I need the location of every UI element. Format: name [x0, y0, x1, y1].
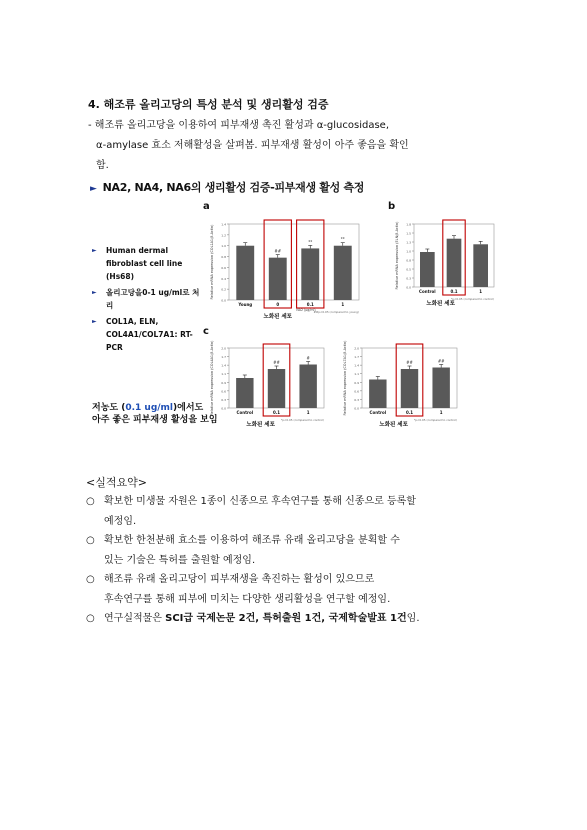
y-tick-label: 1.4 — [221, 363, 226, 368]
significance-label: ## — [274, 248, 282, 254]
para-line-1: - 해조류 올리고당을 이용하여 피부재생 촉진 활성과 α-glucosidase, — [88, 120, 390, 131]
category-label: 0 — [276, 302, 280, 307]
summary-line: ○ 확보한 미생물 자원은 1종이 신종으로 후속연구를 통해 신종으로 등록할 — [104, 496, 416, 507]
section-paragraph — [88, 116, 508, 176]
summary-line: 예정임. — [104, 515, 137, 527]
bar — [301, 248, 319, 300]
panel-letter-c: c — [203, 326, 209, 337]
y-tick-label: 0.9 — [354, 380, 359, 385]
method-item: ► COL1A, ELN, COL4A1/COL7A1: RT-PCR — [92, 315, 202, 354]
chart-panel-c1 — [205, 338, 330, 430]
y-tick-label: 1.4 — [354, 363, 359, 368]
y-axis-label: Relative mRNA expression (COL4A1/β-Actin) — [210, 340, 214, 416]
chart-panel-a — [205, 214, 365, 322]
aging-cell-label: 노화된 세포 — [426, 301, 455, 307]
significance-label: # — [306, 355, 310, 361]
callout-text: )에서도 — [173, 403, 204, 413]
y-tick-label: 1.1 — [354, 372, 359, 377]
callout-text: 저농도 ( — [92, 403, 126, 413]
y-tick-label: 1.0 — [406, 249, 411, 254]
bar — [401, 369, 418, 408]
summary-bold-text: SCI급 국제논문 2건, 특허출원 1건, 국제학술발표 1건 — [165, 613, 407, 624]
bar — [236, 246, 254, 300]
category-label: 0.1 — [272, 410, 281, 415]
y-tick-label: 0.3 — [221, 397, 226, 402]
y-tick-label: 0.8 — [406, 258, 411, 263]
bar — [236, 378, 253, 408]
summary-line: ○ 해조류 유래 올리고당이 피부재생을 촉진하는 활성이 있으므로 — [104, 574, 375, 585]
panel-letter-b: b — [388, 201, 396, 212]
figure-title-text: NA2, NA4, NA6의 생리활성 검증-피부재생 활성 측정 — [102, 181, 365, 194]
category-label: Young — [238, 302, 253, 307]
y-tick-label: 0.6 — [221, 265, 226, 270]
significance-label: ## — [406, 360, 413, 365]
y-tick-label: 0.3 — [406, 276, 411, 281]
section-heading: 4. 해조류 올리고당의 특성 분석 및 생리활성 검증 — [88, 98, 329, 111]
y-tick-label: 0.0 — [406, 285, 411, 290]
summary-list — [86, 492, 516, 629]
summary-item — [86, 531, 516, 570]
summary-text: 연구실적물은 — [104, 613, 166, 624]
y-tick-label: 0.4 — [221, 276, 226, 281]
summary-title: <실적요약> — [86, 476, 147, 489]
significance-label: ## — [273, 360, 280, 365]
callout-highlight: 0.1 ug/ml — [125, 403, 174, 413]
y-axis-label: Relative mRNA expression (COL1A1/β-Actin) — [210, 224, 214, 300]
y-tick-label: 0.2 — [221, 287, 226, 292]
category-label: 0.1 — [306, 302, 314, 307]
chart-panel-b — [390, 214, 500, 309]
chart-panel-c2 — [338, 338, 463, 430]
y-tick-label: 1.1 — [221, 372, 226, 377]
category-label: 0.1 — [405, 410, 414, 415]
y-tick-label: 0.6 — [221, 389, 226, 394]
summary-item — [86, 492, 516, 531]
bar — [473, 244, 488, 287]
y-tick-label: 0.3 — [354, 397, 359, 402]
y-tick-label: 0.0 — [221, 298, 226, 303]
significance-label: ** — [340, 236, 345, 242]
y-tick-label: 1.3 — [406, 240, 411, 245]
summary-item — [86, 609, 516, 629]
category-label: 0.1 — [450, 289, 458, 294]
category-label: 1 — [306, 410, 310, 415]
category-label: Control — [419, 289, 436, 294]
method-item: ► 올리고당을0-1 ug/ml로 처리 — [92, 286, 202, 312]
callout-line-2: 아주 좋은 피부재생 활성을 보임 — [92, 415, 218, 425]
category-label: Control — [369, 410, 387, 415]
significance-label: ** — [308, 239, 313, 245]
y-tick-label: 1.0 — [221, 244, 226, 249]
bar — [420, 252, 435, 287]
triangle-bullet-icon: ► — [90, 184, 97, 194]
bar — [432, 368, 449, 409]
aging-cell-label: 노화된 세포 — [263, 314, 292, 320]
bar — [269, 258, 287, 300]
methods-list — [92, 244, 202, 357]
x-axis-label: NA2 (μg/ml) — [296, 308, 316, 312]
y-tick-label: 0.0 — [354, 406, 359, 411]
para-line-3: 함. — [96, 160, 109, 171]
para-line-2: α-amylase 효소 저해활성을 살펴봄. 피부재생 활성이 아주 좋음을 확인 — [96, 140, 409, 151]
bar — [369, 380, 386, 409]
y-tick-label: 1.5 — [406, 231, 411, 236]
footnote: *p<0.05 (compared to control) — [450, 297, 494, 301]
y-axis-label: Relative mRNA expression (ELN/β-Actin) — [395, 221, 399, 290]
bar — [268, 369, 285, 408]
y-tick-label: 1.4 — [221, 222, 226, 227]
method-item: ► Human dermal fibroblast cell line (Hs68) — [92, 244, 202, 283]
y-tick-label: 0.8 — [221, 255, 226, 260]
bar — [447, 239, 462, 287]
y-tick-label: 2.0 — [354, 346, 359, 351]
bar — [299, 365, 316, 409]
summary-item — [86, 570, 516, 609]
y-tick-label: 0.5 — [406, 267, 411, 272]
category-label: 1 — [439, 410, 443, 415]
aging-cell-label: 노화된 세포 — [379, 422, 408, 428]
aging-cell-label: 노화된 세포 — [246, 422, 275, 428]
y-tick-label: 1.2 — [221, 233, 226, 238]
y-tick-label: 2.0 — [221, 346, 226, 351]
bar — [334, 246, 352, 300]
summary-line: ○ 확보한 한천분해 효소를 이용하여 해조류 유래 올리고당을 분획할 수 — [104, 535, 400, 546]
category-label: 1 — [341, 302, 345, 307]
footnote: ##p<0.05 (compared to young) — [313, 310, 359, 314]
footnote: *p<0.05 (compared to control) — [413, 418, 457, 422]
summary-line: 있는 기술은 특허를 출원할 예정임. — [104, 554, 256, 566]
footnote: *p<0.05 (compared to control) — [280, 418, 324, 422]
y-axis-label: Relative mRNA expression (COL7A1/β-Actin) — [343, 340, 347, 416]
category-label: 1 — [479, 289, 483, 294]
summary-line: 후속연구를 통해 피부에 미치는 다양한 생리활성을 연구할 예정임. — [104, 593, 391, 605]
significance-label: ## — [437, 358, 445, 364]
y-tick-label: 0.6 — [354, 389, 359, 394]
figure-title — [90, 179, 364, 195]
panel-letter-a: a — [203, 201, 210, 212]
figure-callout — [92, 402, 218, 426]
y-tick-label: 0.0 — [221, 406, 226, 411]
summary-text: 임. — [406, 613, 420, 624]
y-tick-label: 1.8 — [406, 222, 411, 227]
y-tick-label: 0.9 — [221, 380, 226, 385]
category-label: Control — [236, 410, 254, 415]
y-tick-label: 1.7 — [221, 355, 226, 360]
y-tick-label: 1.7 — [354, 355, 359, 360]
